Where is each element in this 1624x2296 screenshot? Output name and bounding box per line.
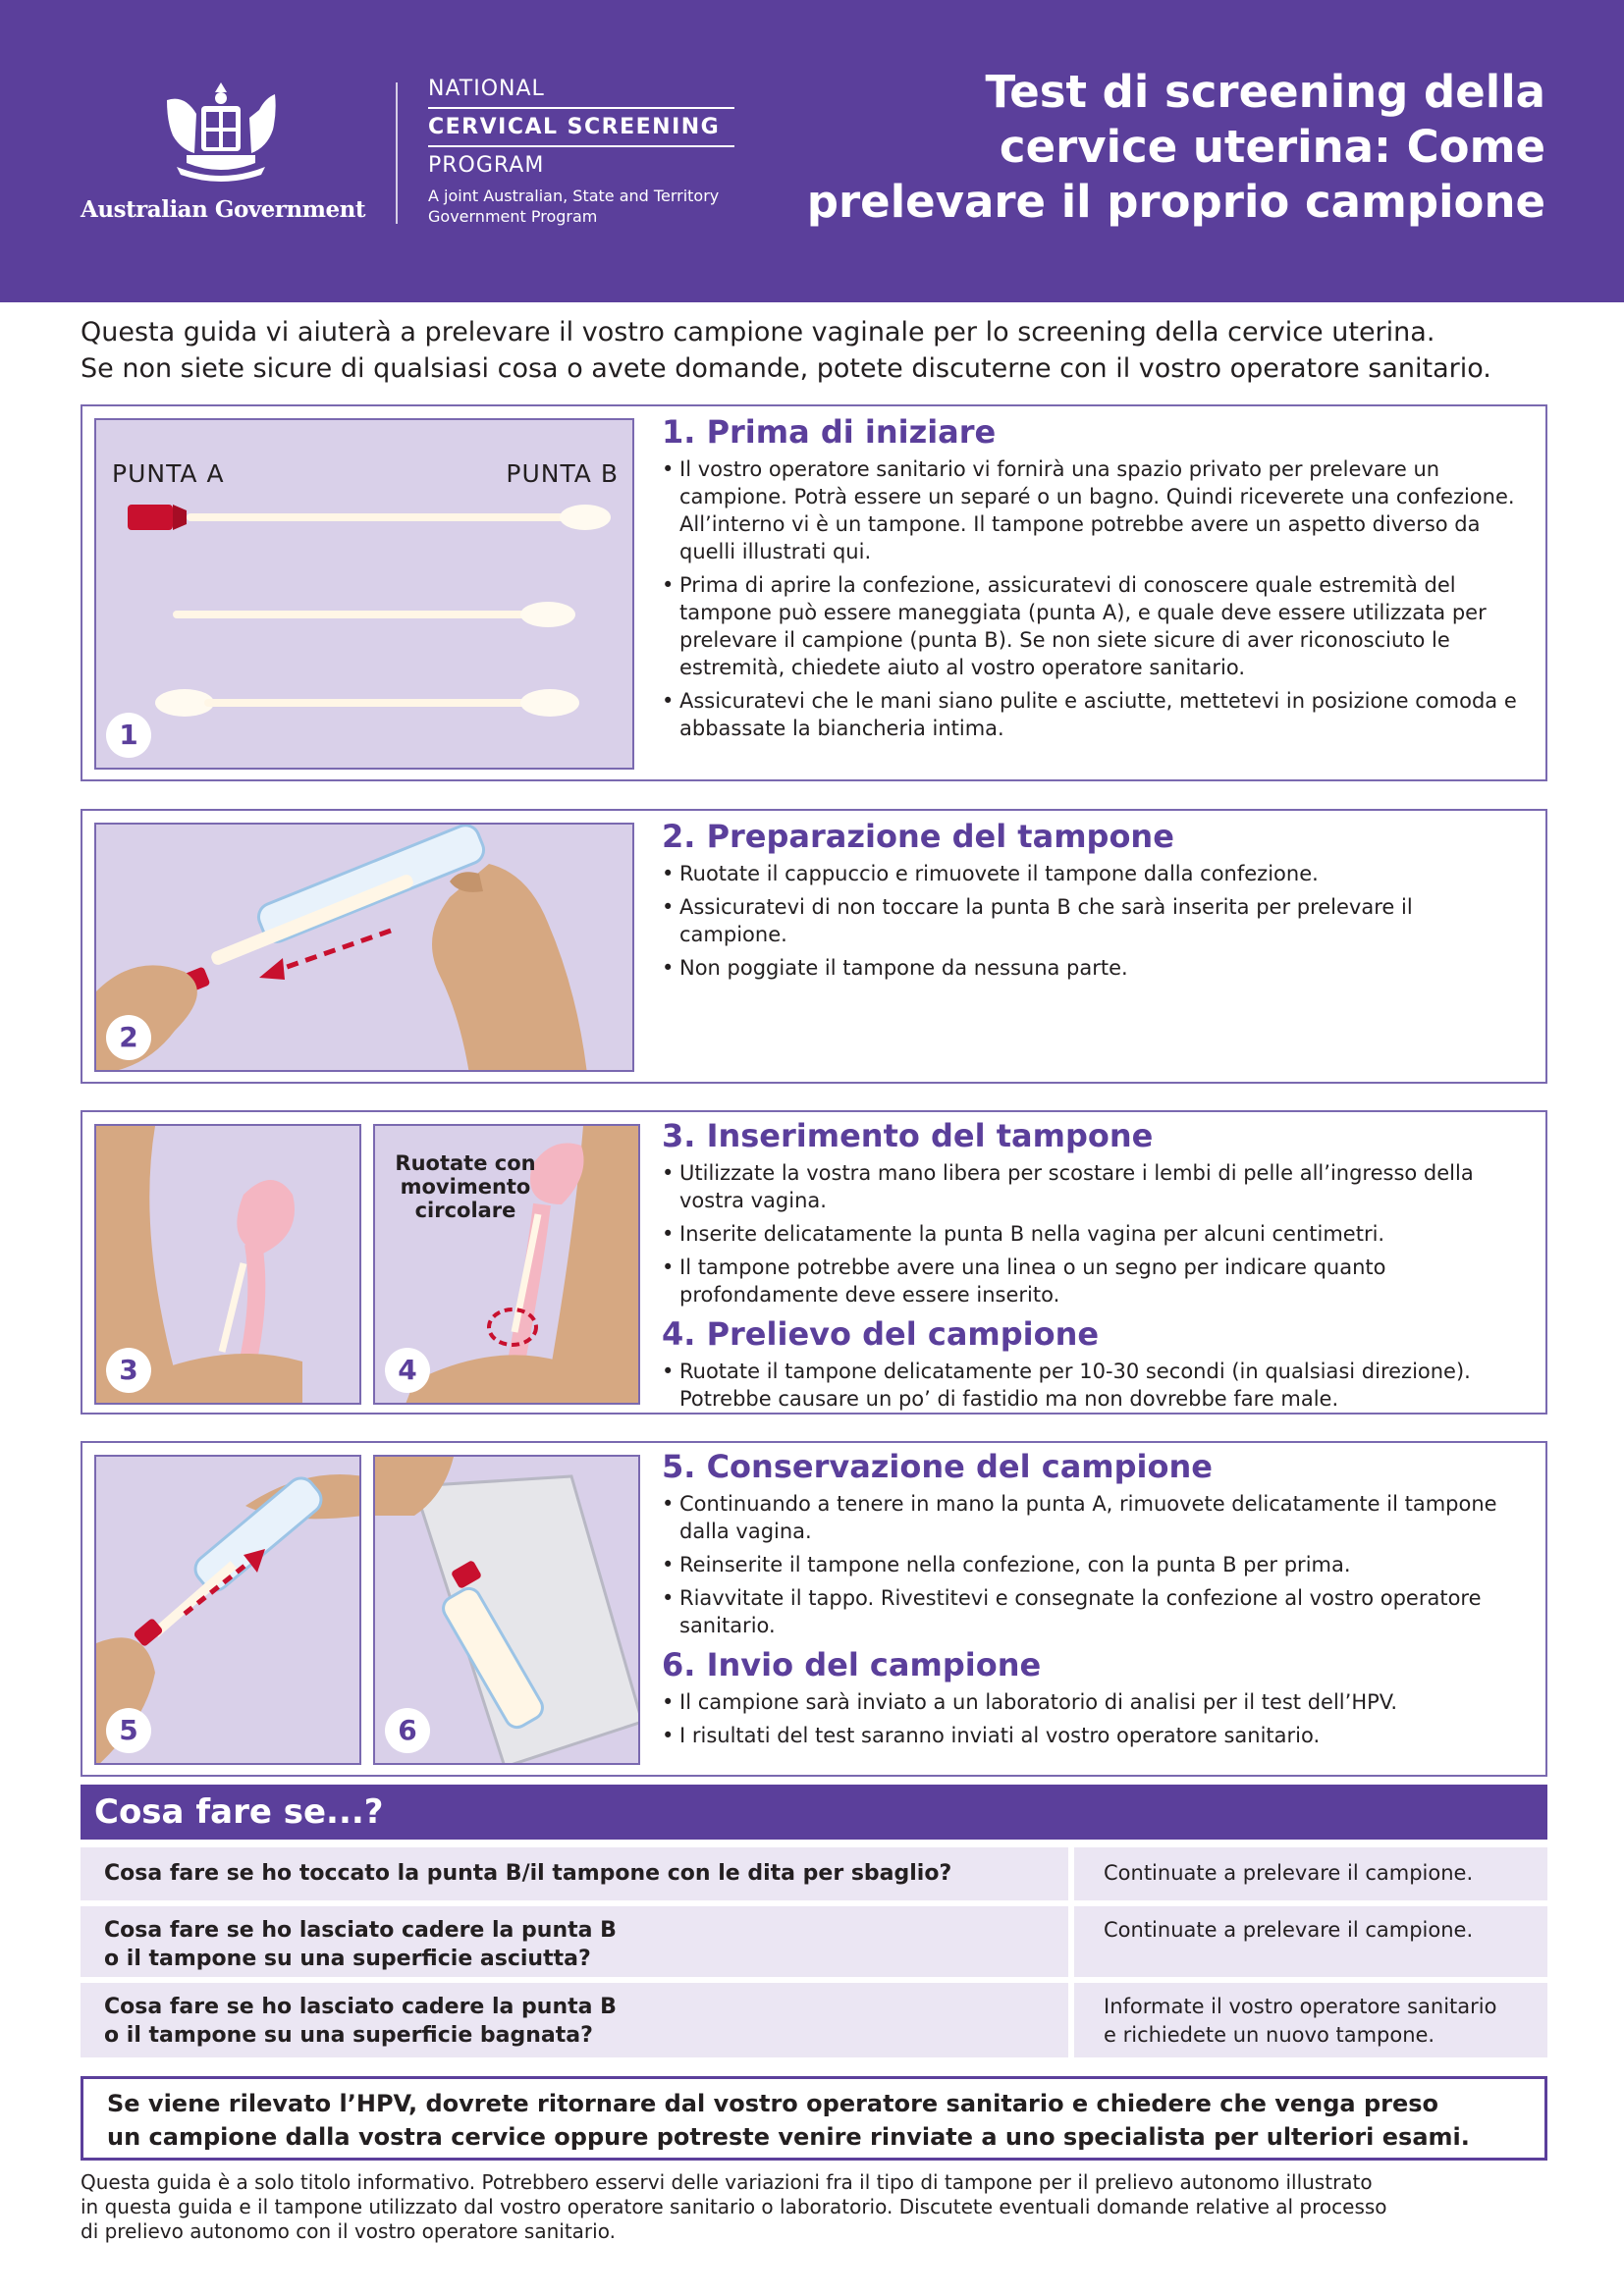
step56-box xyxy=(81,1441,1547,1777)
faq-answer xyxy=(1074,1983,1547,2057)
faq-question-text: Cosa fare se ho toccato la punta B/il tampone con le dita per sbaglio? xyxy=(104,1861,952,1886)
step6-bullets xyxy=(662,1688,1526,1749)
disclaimer-line: Questa guida è a solo titolo informativo. Potrebbero esservi delle variazioni fra il tipo di tampone per il prelievo autonomo illustrato xyxy=(81,2170,1373,2194)
faq-question xyxy=(81,1983,1068,2057)
callout-line: un campione dalla vostra cervice oppure potreste venire rinviate a uno specialista per ulteriori esami. xyxy=(107,2123,1470,2151)
page-title: Test di screening della cervice uterina: Come prelevare il proprio campione xyxy=(806,66,1545,228)
faq-row xyxy=(81,1983,1547,2057)
disclaimer-line: di prelievo autonomo con il vostro operatore sanitario. xyxy=(81,2219,616,2243)
step3-illustration xyxy=(94,1124,361,1405)
step1-bullets xyxy=(662,455,1526,742)
faq-answer xyxy=(1074,1847,1547,1900)
header-banner xyxy=(0,0,1624,302)
step1-box xyxy=(81,404,1547,781)
bullet-item: • I risultati del test saranno inviati al vostro operatore sanitario. xyxy=(662,1722,1526,1749)
header-divider xyxy=(396,82,398,224)
tip-a-label: PUNTA A xyxy=(112,459,225,488)
step5-illustration xyxy=(94,1455,361,1765)
faq-question xyxy=(81,1906,1068,1977)
bullet-item: • Assicuratevi di non toccare la punta B che sarà inserita per prelevare il campione. xyxy=(662,893,1526,948)
government-name: Australian Government xyxy=(81,196,365,223)
rotate-label: Ruotate con movimento circolare xyxy=(395,1151,536,1222)
hands-opening-swab-icon xyxy=(96,825,634,1072)
step3-bullets xyxy=(662,1159,1526,1308)
program-rule xyxy=(428,145,734,147)
bullet-item: • Reinserite il tampone nella confezione, con la punta B per prima. xyxy=(662,1551,1526,1578)
step-badge: 3 xyxy=(106,1348,151,1393)
callout-line: Se viene rilevato l’HPV, dovrete ritornare dal vostro operatore sanitario e chiedere che venga preso xyxy=(107,2090,1439,2117)
bullet-item: • Utilizzate la vostra mano libera per scostare i lembi di pelle all’ingresso della vostra vagina. xyxy=(662,1159,1526,1214)
step2-illustration xyxy=(94,823,634,1072)
faq-question-text: o il tampone su una superficie bagnata? xyxy=(104,2023,593,2048)
hpv-callout xyxy=(81,2076,1547,2161)
bullet-item: • Non poggiate il tampone da nessuna parte. xyxy=(662,954,1526,982)
bullet-item: • Continuando a tenere in mano la punta A, rimuovete delicatamente il tampone dalla vagina. xyxy=(662,1490,1526,1545)
program-rule xyxy=(428,107,734,109)
bullet-item: • Prima di aprire la confezione, assicuratevi di conoscere quale estremità del tampone può essere maneggiata (punta A), e quale deve essere utilizzata per prelevare il campione (punta B). Se non siete sicure di aver riconosciuto le estremità, chiedete aiuto al vostro operatore sanitario. xyxy=(662,571,1526,681)
bullet-item: • Ruotate il cappuccio e rimuovete il tampone dalla confezione. xyxy=(662,860,1526,887)
faq-question-text: Cosa fare se ho lasciato cadere la punta B xyxy=(104,1995,617,2019)
faq-answer-text: Continuate a prelevare il campione. xyxy=(1104,1861,1474,1885)
step3-title: 3. Inserimento del tampone xyxy=(662,1117,1154,1154)
intro-line: Questa guida vi aiuterà a prelevare il vostro campione vaginale per lo screening della cervice uterina. xyxy=(81,317,1435,347)
step5-title: 5. Conservazione del campione xyxy=(662,1448,1213,1485)
step-badge: 5 xyxy=(106,1708,151,1753)
program-line2: CERVICAL SCREENING xyxy=(428,115,721,139)
step1-title: 1. Prima di iniziare xyxy=(662,413,997,451)
step2-title: 2. Preparazione del tampone xyxy=(662,818,1174,855)
faq-answer-text: Continuate a prelevare il campione. xyxy=(1104,1918,1474,1942)
coat-of-arms-icon xyxy=(147,77,295,189)
program-line1: NATIONAL xyxy=(428,77,545,101)
swab-illustrations-icon xyxy=(96,420,634,770)
step5-bullets xyxy=(662,1490,1526,1639)
faq-row xyxy=(81,1906,1547,1977)
step-badge: 4 xyxy=(385,1348,430,1393)
step1-text xyxy=(662,412,1526,748)
faq-answer xyxy=(1074,1906,1547,1977)
bullet-item: • Il tampone potrebbe avere una linea o un segno per indicare quanto profondamente deve essere inserito. xyxy=(662,1254,1526,1308)
step6-illustration xyxy=(373,1455,640,1765)
step2-bullets xyxy=(662,860,1526,982)
step2-box xyxy=(81,809,1547,1084)
bullet-item: • Il vostro operatore sanitario vi fornirà una spazio privato per prelevare un campione. Potrà essere un separé o un bagno. Quindi riceverete una confezione. All’interno vi è un tampone. Il tampone potrebbe avere un aspetto diverso da quelli illustrati qui. xyxy=(662,455,1526,565)
step34-text xyxy=(662,1116,1526,1418)
step4-illustration xyxy=(373,1124,640,1405)
bullet-item: • Ruotate il tampone delicatamente per 10-30 secondi (in qualsiasi direzione). Potrebbe causare un po’ di fastidio ma non dovrebbe fare male. xyxy=(662,1358,1526,1413)
faq-answer-text: e richiedete un nuovo tampone. xyxy=(1104,2023,1435,2047)
step-badge: 1 xyxy=(106,713,151,758)
australian-government-logo xyxy=(81,77,365,234)
faq-question-text: Cosa fare se ho lasciato cadere la punta B xyxy=(104,1918,617,1943)
step2-text xyxy=(662,817,1526,988)
program-subtitle: A joint Australian, State and Territory Government Program xyxy=(428,187,720,226)
faq-answer-text: Informate il vostro operatore sanitario xyxy=(1104,1995,1497,2018)
step-badge: 2 xyxy=(106,1015,151,1060)
bullet-item: • Riavvitate il tappo. Rivestitevi e consegnate la confezione al vostro operatore sanitario. xyxy=(662,1584,1526,1639)
step1-illustration xyxy=(94,418,634,770)
tip-b-label: PUNTA B xyxy=(506,459,619,488)
faq-row xyxy=(81,1847,1547,1900)
step56-text xyxy=(662,1447,1526,1755)
step-badge: 6 xyxy=(385,1708,430,1753)
bullet-item: • Il campione sarà inviato a un laboratorio di analisi per il test dell’HPV. xyxy=(662,1688,1526,1716)
program-line3: PROGRAM xyxy=(428,153,545,178)
step34-box xyxy=(81,1110,1547,1415)
step4-bullets xyxy=(662,1358,1526,1413)
disclaimer-line: in questa guida e il tampone utilizzato dal vostro operatore sanitario o laboratorio. Discutete eventuali domande relative al processo xyxy=(81,2195,1387,2218)
bullet-item: • Assicuratevi che le mani siano pulite e asciutte, mettetevi in posizione comoda e abbassate la biancheria intima. xyxy=(662,687,1526,742)
intro-line: Se non siete sicure di qualsiasi cosa o avete domande, potete discuterne con il vostro operatore sanitario. xyxy=(81,353,1491,384)
program-logo xyxy=(428,77,752,227)
step6-title: 6. Invio del campione xyxy=(662,1646,1042,1683)
faq-title: Cosa fare se...? xyxy=(81,1785,1547,1840)
intro-text xyxy=(81,314,1553,387)
faq-question-text: o il tampone su una superficie asciutta? xyxy=(104,1947,591,1971)
bullet-item: • Inserite delicatamente la punta B nella vagina per alcuni centimetri. xyxy=(662,1220,1526,1248)
step4-title: 4. Prelievo del campione xyxy=(662,1315,1100,1353)
faq-question xyxy=(81,1847,1068,1900)
disclaimer xyxy=(81,2170,1553,2244)
